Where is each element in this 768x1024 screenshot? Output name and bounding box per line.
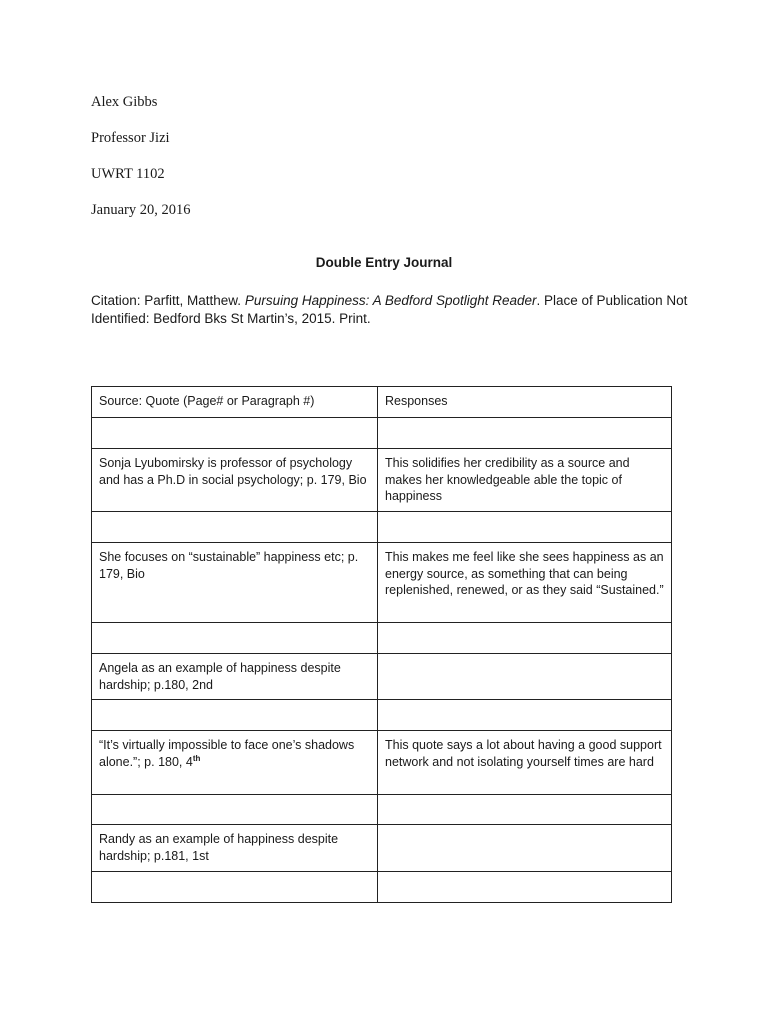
response-cell: [378, 795, 672, 825]
response-cell: This quote says a lot about having a good support network and not isolating yourself times are hard: [378, 731, 672, 795]
double-entry-table: [91, 386, 672, 903]
response-cell: [378, 700, 672, 731]
table-row: [92, 512, 672, 543]
source-cell: [92, 872, 378, 903]
table-row: [92, 623, 672, 654]
table-row: [92, 731, 672, 795]
table-row: [92, 654, 672, 700]
response-cell: [378, 872, 672, 903]
response-cell: [378, 512, 672, 543]
ordinal-suffix: th: [192, 753, 201, 763]
source-cell: [92, 731, 378, 795]
response-cell: This makes me feel like she sees happiness as an energy source, as something that can being replenished, renewed, or as they said “Sustained.”: [378, 543, 672, 623]
source-text: “It’s virtually impossible to face one’s shadows alone.”; p. 180, 4: [99, 738, 355, 769]
course-code: UWRT 1102: [91, 166, 165, 182]
page-title: Double Entry Journal: [315, 255, 453, 270]
table-row: [92, 418, 672, 449]
table-row: [92, 872, 672, 903]
table-row: [92, 825, 672, 872]
header-responses: Responses: [378, 387, 672, 418]
citation: [91, 292, 691, 328]
response-cell: [378, 623, 672, 654]
professor-name: Professor Jizi: [91, 130, 170, 146]
source-cell: [92, 700, 378, 731]
document-date: January 20, 2016: [91, 202, 191, 218]
source-cell: Sonja Lyubomirsky is professor of psychology and has a Ph.D in social psychology; p. 179, Bio: [92, 449, 378, 512]
table-row: [92, 449, 672, 512]
source-cell: Angela as an example of happiness despite hardship; p.180, 2nd: [92, 654, 378, 700]
table-row: [92, 700, 672, 731]
response-cell: [378, 825, 672, 872]
table-row: [92, 795, 672, 825]
source-cell: Randy as an example of happiness despite hardship; p.181, 1st: [92, 825, 378, 872]
table-header-row: [92, 387, 672, 418]
response-cell: [378, 418, 672, 449]
header-source: Source: Quote (Page# or Paragraph #): [92, 387, 378, 418]
source-cell: [92, 512, 378, 543]
response-cell: This solidifies her credibility as a source and makes her knowledgeable able the topic of happiness: [378, 449, 672, 512]
citation-prefix: Citation: Parfitt, Matthew.: [91, 293, 245, 308]
response-cell: [378, 654, 672, 700]
author-name: Alex Gibbs: [91, 94, 158, 110]
source-cell: She focuses on “sustainable” happiness etc; p. 179, Bio: [92, 543, 378, 623]
citation-book-title: Pursuing Happiness: A Bedford Spotlight Reader: [244, 293, 537, 308]
source-cell: [92, 795, 378, 825]
source-cell: [92, 623, 378, 654]
source-cell: [92, 418, 378, 449]
table-row: [92, 543, 672, 623]
citation-suffix: . Place of Publication Not Identified: Bedford Bks St Martin’s, 2015. Print.: [91, 293, 688, 326]
